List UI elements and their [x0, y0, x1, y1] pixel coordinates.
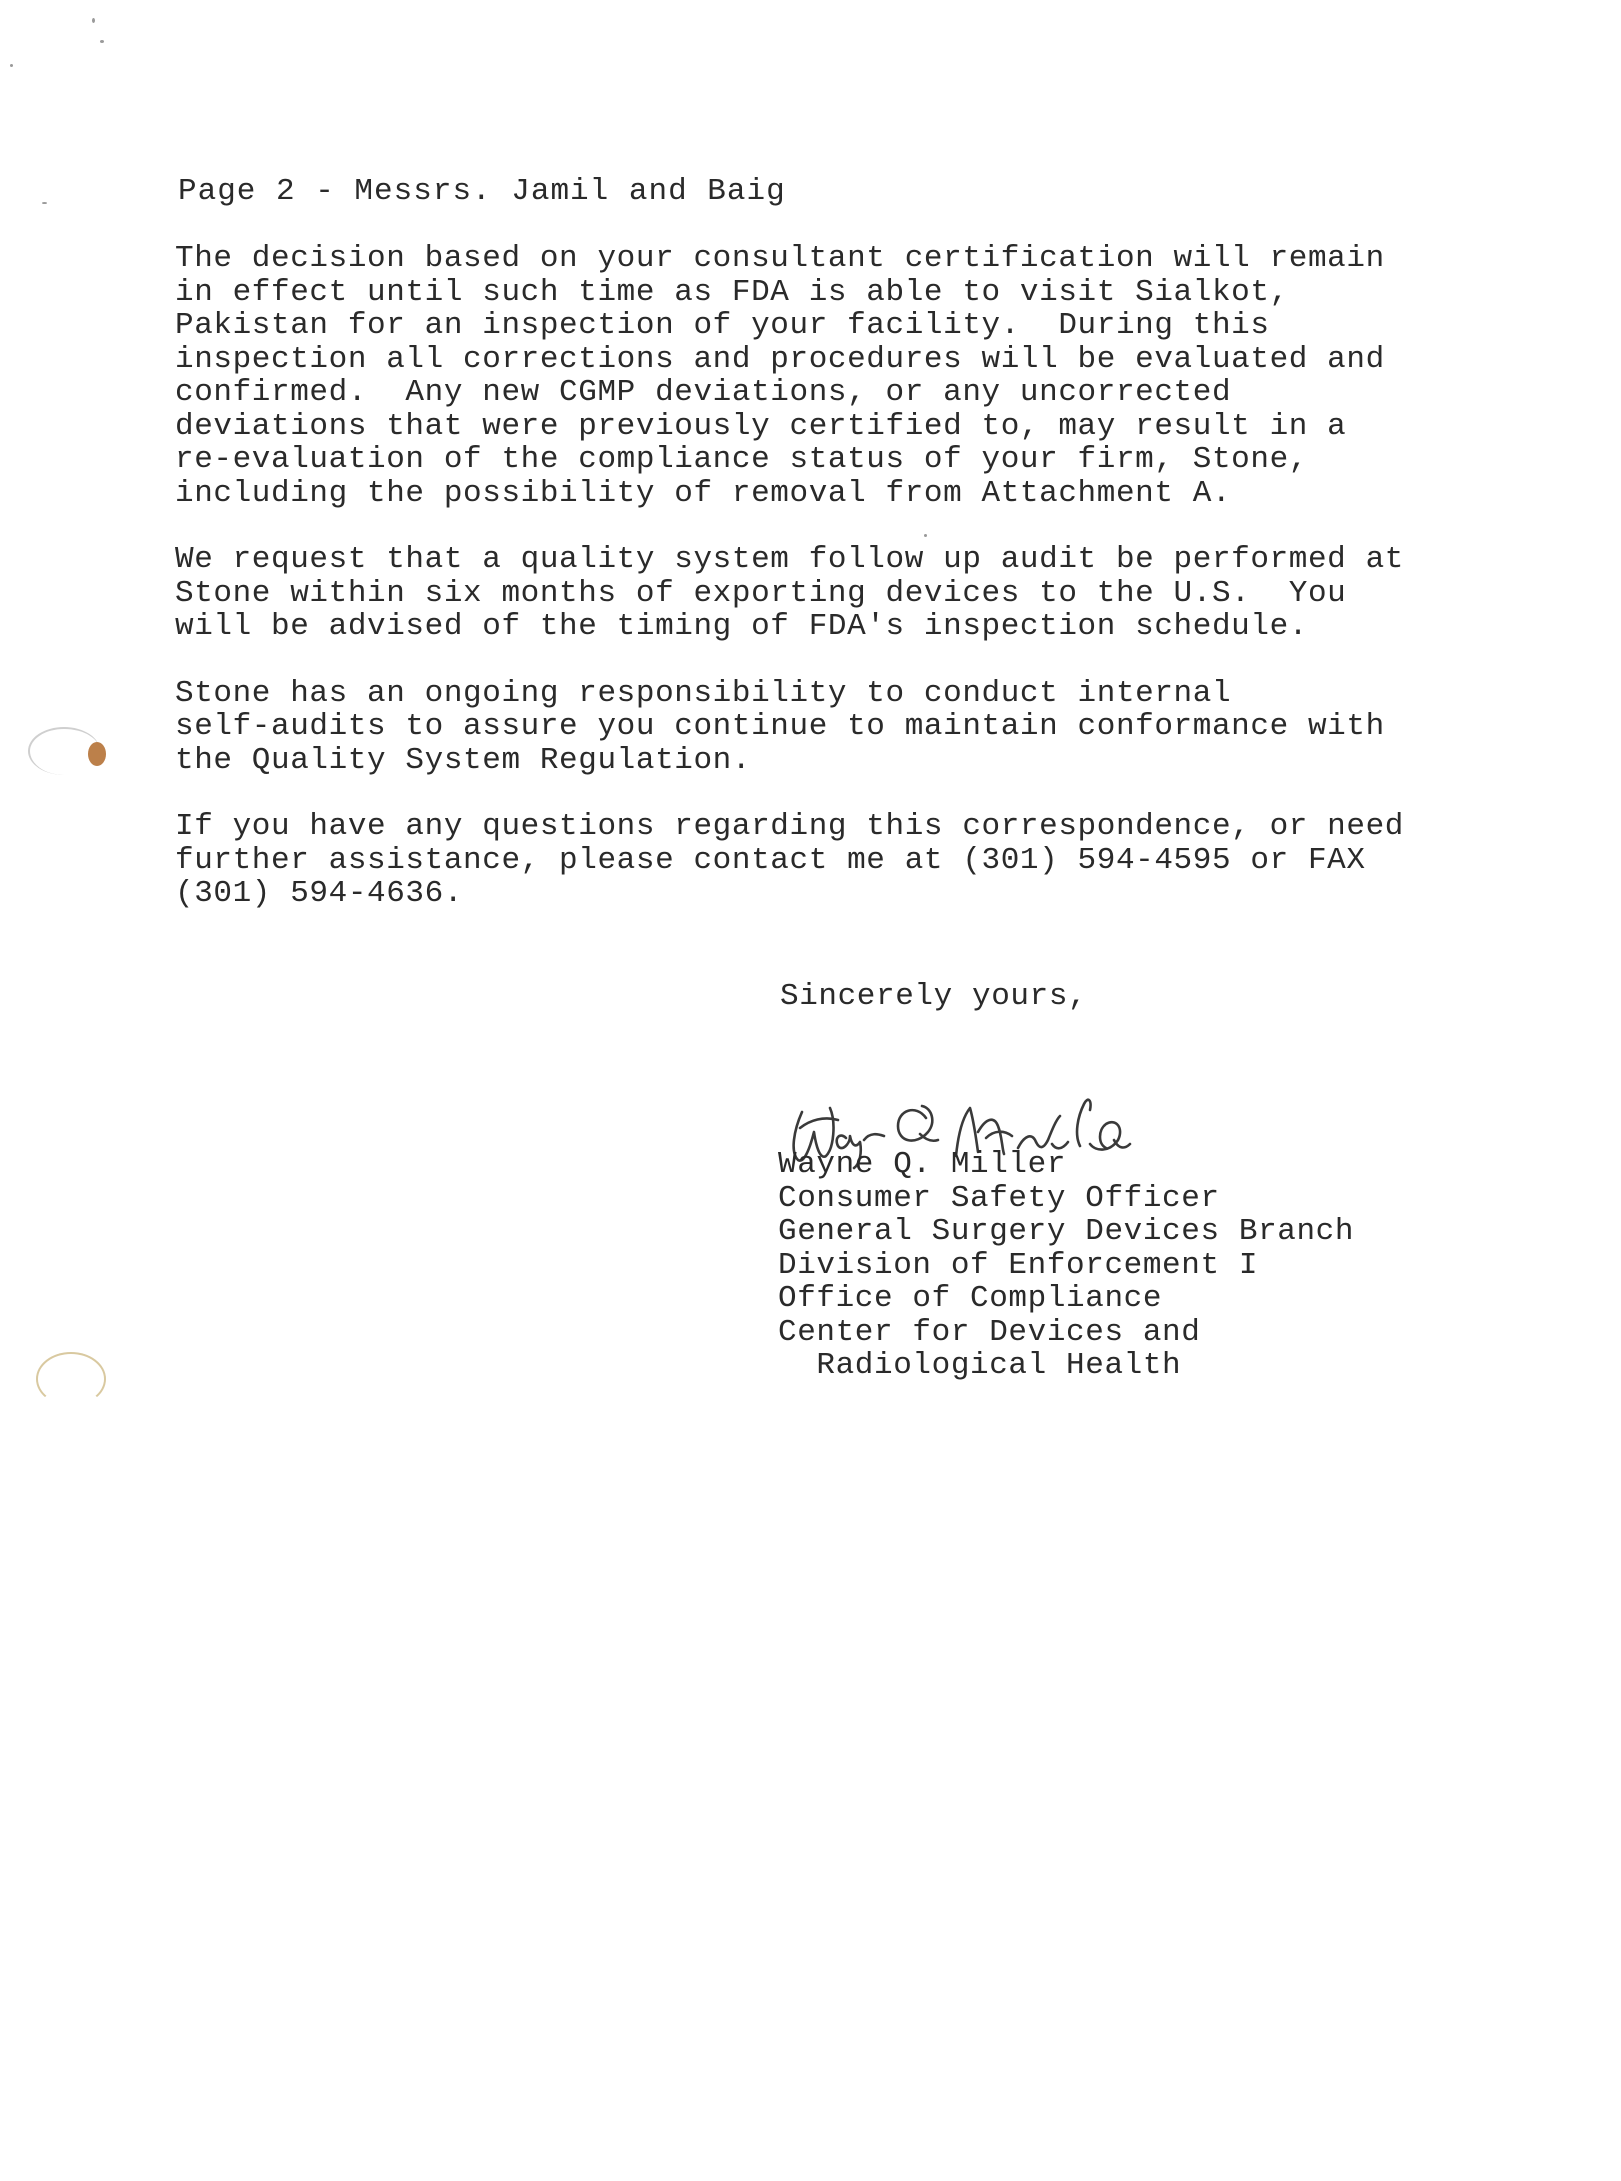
paper-speck	[924, 534, 927, 537]
page-header: Page 2 - Messrs. Jamil and Baig	[178, 174, 786, 209]
paper-speck	[92, 18, 95, 23]
text-line: Stone within six months of exporting devices to the U.S. You	[175, 575, 1347, 611]
text-line: confirmed. Any new CGMP deviations, or any uncorrected	[175, 375, 1232, 410]
paper-speck	[10, 64, 13, 67]
paragraph-contact	[175, 810, 1475, 911]
signer-division: Division of Enforcement I	[778, 1247, 1259, 1283]
text-line: including the possibility of removal from Attachment A.	[175, 475, 1232, 511]
text-line: the Quality System Regulation.	[175, 742, 752, 778]
paper-speck	[100, 40, 104, 43]
signer-center-cont: Radiological Health	[778, 1348, 1182, 1383]
paragraph-audit-request	[175, 543, 1475, 644]
closing-salutation: Sincerely yours,	[780, 979, 1088, 1014]
rust-stain	[88, 742, 106, 766]
signer-center: Center for Devices and	[778, 1314, 1201, 1350]
text-line: If you have any questions regarding this correspondence, or need	[175, 809, 1404, 844]
punch-hole-mark	[36, 1352, 106, 1406]
paper-speck	[42, 202, 47, 204]
text-line: re-evaluation of the compliance status of your firm, Stone,	[175, 442, 1308, 477]
signer-block	[778, 1148, 1354, 1383]
text-line: Stone has an ongoing responsibility to conduct internal	[175, 675, 1232, 711]
paragraph-decision	[175, 242, 1475, 510]
text-line: deviations that were previously certified to, may result in a	[175, 408, 1347, 444]
text-line: inspection all corrections and procedures will be evaluated and	[175, 341, 1385, 377]
text-line: Pakistan for an inspection of your facility. During this	[175, 308, 1270, 343]
signer-office: Office of Compliance	[778, 1281, 1163, 1316]
text-line: (301) 594-4636.	[175, 876, 464, 911]
text-line: further assistance, please contact me at (301) 594-4595 or FAX	[175, 842, 1366, 878]
text-line: self-audits to assure you continue to maintain conformance with	[175, 709, 1385, 744]
paragraph-responsibility	[175, 677, 1475, 778]
text-line: We request that a quality system follow up audit be performed at	[175, 542, 1404, 577]
letter-body	[175, 242, 1475, 944]
text-line: in effect until such time as FDA is able to visit Sialkot,	[175, 274, 1289, 310]
text-line: The decision based on your consultant certification will remain	[175, 241, 1385, 276]
signer-branch: General Surgery Devices Branch	[778, 1214, 1355, 1249]
signer-title: Consumer Safety Officer	[778, 1180, 1220, 1216]
text-line: will be advised of the timing of FDA's inspection schedule.	[175, 609, 1308, 644]
signer-name: Wayne Q. Miller	[778, 1147, 1067, 1182]
